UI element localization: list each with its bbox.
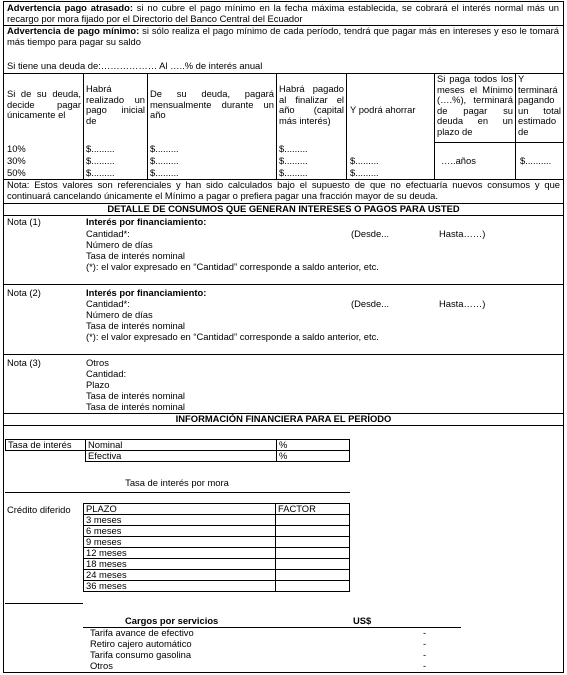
term-24: 24 meses — [84, 570, 276, 581]
details-title: DETALLE DE CONSUMOS QUE GENERAN INTERESES O PAGOS PARA USTED — [107, 203, 460, 214]
charges-currency: US$ — [353, 615, 372, 626]
row-50-pct: 50% — [7, 167, 26, 178]
charge-label-4: Otros — [90, 660, 113, 671]
row-10-initial: $......... — [86, 143, 115, 154]
row-30-savings: $......... — [350, 155, 379, 166]
interest-rate-table — [5, 439, 350, 462]
term-18: 18 meses — [84, 559, 276, 570]
row-30-pct: 30% — [7, 155, 26, 166]
plazo-header: PLAZO — [84, 504, 276, 515]
note-1-days: Número de días — [86, 239, 153, 250]
late-payment-warning — [7, 3, 559, 24]
note-3-line-5: Tasa de interés nominal — [86, 401, 186, 412]
late-payment-warning-title: Advertencia pago atrasado: — [7, 2, 133, 13]
projection-header-2: Habrá realizado un pago inicial de — [86, 83, 145, 126]
financial-info-title: INFORMACIÓN FINANCIERA PARA EL PERÍODO — [175, 413, 392, 424]
note-2-days: Número de días — [86, 309, 153, 320]
row-30-estimated-total: $.......... — [520, 155, 552, 166]
note-2-desde: (Desde... — [351, 298, 390, 309]
reference-note: Nota: Estos valores son referenciales y han sido calculados bajo el supuesto de que no efectuaría nuevos consumos y que continuará cancelando únicamente el Mínimo a pagar o prefiera pagar una fracción mayor de su deuda. — [7, 179, 560, 201]
row-30-initial: $......... — [86, 155, 115, 166]
note-1-label: Nota (1) — [7, 216, 41, 227]
note-3-label: Nota (3) — [7, 357, 41, 368]
charge-label-2: Retiro cajero automático — [90, 638, 192, 649]
row-30-monthly: $......... — [150, 155, 179, 166]
charge-value-2: - — [423, 638, 427, 649]
projection-header-6: Si paga todos los meses el Mínimo (….%), terminará de pagar su deuda en un plazo de — [437, 73, 513, 137]
projection-header-7: Y terminará pagando un total estimado de — [518, 73, 561, 137]
term-36: 36 meses — [84, 581, 276, 592]
note-2-label: Nota (2) — [7, 287, 41, 298]
charge-value-1: - — [423, 627, 427, 638]
note-2-heading: Interés por financiamiento: — [86, 287, 207, 298]
projection-header-4: Habrá pagado al finalizar el año (capital más interés) — [279, 83, 344, 126]
projection-header-1: Si de su deuda, decide pagar únicamente el — [7, 88, 81, 121]
note-1-rate: Tasa de interés nominal — [86, 250, 186, 261]
note-2-rate: Tasa de interés nominal — [86, 320, 186, 331]
term-3: 3 meses — [84, 515, 276, 526]
credit-label: Crédito diferido — [7, 504, 71, 515]
projection-header-3: De su deuda, pagará mensualmente durante un año — [150, 88, 274, 121]
debt-line: Si tiene una deuda de:……………… Al …..% de interés anual — [7, 60, 263, 71]
minimum-payment-warning-title: Advertencia de pago mínimo: — [7, 25, 140, 36]
note-2-hasta: Hasta……) — [439, 298, 486, 309]
row-10-total: $......... — [279, 143, 308, 154]
nominal-label: Nominal — [86, 440, 277, 451]
note-2-qty: Cantidad*: — [86, 298, 130, 309]
note-1-footnote: (*): el valor expresado en “Cantidad” corresponde a saldo anterior, etc. — [86, 261, 379, 272]
projection-header-5: Y podrá ahorrar — [350, 104, 416, 115]
charge-value-4: - — [423, 660, 427, 671]
nominal-pct: % — [277, 440, 350, 451]
row-50-initial: $......... — [86, 167, 115, 178]
minimum-payment-warning — [7, 26, 559, 47]
note-1-desde: (Desde... — [351, 228, 390, 239]
term-6: 6 meses — [84, 526, 276, 537]
note-2-footnote: (*): el valor expresado en “Cantidad” corresponde a saldo anterior, etc. — [86, 331, 379, 342]
charge-label-3: Tarifa consumo gasolina — [90, 649, 192, 660]
charges-title: Cargos por servicios — [125, 615, 219, 626]
note-1-hasta: Hasta……) — [439, 228, 486, 239]
row-10-pct: 10% — [7, 143, 26, 154]
late-payment-warning-text: si no cubre el pago mínimo en la fecha máxima establecida, se cobrará el interés normal más un recargo por mora fijado por el Directorio del Banco Central del Ecuador — [7, 2, 559, 24]
row-30-total: $......... — [279, 155, 308, 166]
effective-pct: % — [277, 451, 350, 462]
row-50-savings: $......... — [350, 167, 379, 178]
interest-rate-label: Tasa de interés — [6, 440, 86, 451]
minimum-payment-warning-text: si sólo realiza el pago mínimo de cada período, tendrá que pagar más en intereses y eso le tomará más tiempo para pagar su saldo — [7, 25, 559, 47]
term-12: 12 meses — [84, 548, 276, 559]
note-3-line-3: Plazo — [86, 379, 110, 390]
term-9: 9 meses — [84, 537, 276, 548]
charge-label-1: Tarifa avance de efectivo — [90, 627, 194, 638]
note-3-line-2: Cantidad: — [86, 368, 127, 379]
mora-rate-label: Tasa de interés por mora — [125, 477, 229, 488]
statement-document — [3, 1, 564, 673]
row-50-monthly: $......... — [150, 167, 179, 178]
note-1-qty: Cantidad*: — [86, 228, 130, 239]
charge-value-3: - — [423, 649, 427, 660]
factor-header: FACTOR — [276, 504, 350, 515]
row-30-years: …..años — [441, 155, 476, 166]
effective-label: Efectiva — [86, 451, 277, 462]
deferred-credit-table — [83, 503, 350, 592]
note-3-line-4: Tasa de interés nominal — [86, 390, 186, 401]
row-10-monthly: $......... — [150, 143, 179, 154]
note-3-line-1: Otros — [86, 357, 109, 368]
note-1-heading: Interés por financiamiento: — [86, 216, 207, 227]
row-50-total: $......... — [279, 167, 308, 178]
